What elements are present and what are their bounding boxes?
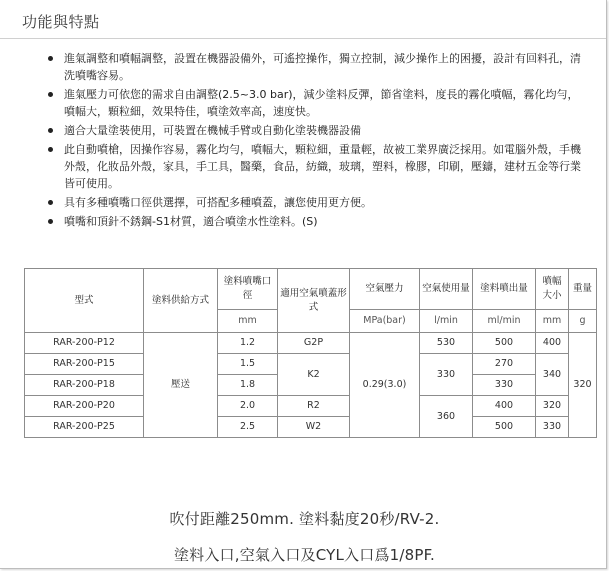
table-header-row	[25, 269, 597, 310]
unit-nozzle: mm	[218, 310, 278, 333]
cell-flow: 270	[473, 354, 536, 375]
unit-pattern: mm	[536, 310, 569, 333]
cell-pattern: 320	[536, 396, 569, 417]
inlet-size-note: 塗料入口,空氣入口及CYL入口爲1/8PF.	[173, 546, 436, 564]
header-pressure: 空氣壓力	[350, 269, 420, 310]
cell-model: RAR-200-P20	[25, 396, 144, 417]
feature-text: 適合大量塗裝使用，可裝置在機械手臂或自動化塗裝機器設備	[64, 124, 361, 137]
bullet-icon	[48, 56, 53, 61]
header-model: 型式	[25, 269, 144, 333]
spray-distance-note: 吹付距離250mm. 塗料黏度20秒/RV-2.	[169, 510, 440, 528]
table-row	[25, 417, 597, 438]
table-row	[25, 354, 597, 375]
cell-pattern: 400	[536, 333, 569, 354]
cell-nozzle: 1.2	[218, 333, 278, 354]
cell-pattern: 340	[536, 354, 569, 396]
unit-flow: ml/min	[473, 310, 536, 333]
header-nozzle: 塗料噴嘴口徑	[218, 269, 278, 310]
bullet-icon	[48, 200, 53, 205]
feature-item	[40, 141, 588, 192]
header-air: 空氣使用量	[420, 269, 473, 310]
cell-cap: R2	[278, 396, 350, 417]
cell-weight: 320	[569, 333, 597, 438]
cell-cap: W2	[278, 417, 350, 438]
cell-air: 360	[420, 396, 473, 438]
unit-air: l/min	[420, 310, 473, 333]
feature-item	[40, 50, 588, 84]
header-weight: 重量	[569, 269, 597, 310]
section-title: 功能與特點	[22, 13, 100, 31]
cell-feed: 壓送	[144, 333, 218, 438]
feature-text: 進氣調整和噴幅調整，設置在機器設備外，可遙控操作，獨立控制，減少操作上的困擾，設計有回料孔，清洗噴嘴容易。	[64, 52, 581, 82]
title-divider	[0, 38, 606, 39]
cell-flow: 330	[473, 375, 536, 396]
feature-item	[40, 86, 588, 120]
cell-model: RAR-200-P15	[25, 354, 144, 375]
feature-item	[40, 213, 588, 230]
bullet-icon	[48, 92, 53, 97]
spec-table	[24, 268, 597, 438]
bullet-icon	[48, 147, 53, 152]
cell-model: RAR-200-P25	[25, 417, 144, 438]
cell-cap: K2	[278, 354, 350, 396]
cell-model: RAR-200-P18	[25, 375, 144, 396]
table-row	[25, 333, 597, 354]
feature-text: 噴嘴和頂針不銹鋼-S1材質，適合噴塗水性塗料。(S)	[64, 215, 318, 228]
cell-flow: 500	[473, 333, 536, 354]
bullet-icon	[48, 219, 53, 224]
header-flow: 塗料噴出量	[473, 269, 536, 310]
cell-nozzle: 1.8	[218, 375, 278, 396]
unit-weight: g	[569, 310, 597, 333]
header-feed: 塗料供給方式	[144, 269, 218, 333]
feature-item	[40, 194, 588, 211]
cell-air: 330	[420, 354, 473, 396]
feature-text: 進氣壓力可依您的需求自由調整(2.5~3.0 bar)，減少塗料反彈，節省塗料，度長的霧化噴幅，霧化均勻，噴幅大，顆粒細，效果特佳，噴塗效率高，速度快。	[64, 88, 579, 118]
feature-text: 此自動噴槍，因操作容易，霧化均勻，噴幅大，顆粒細，重量輕，故被工業界廣泛採用。如電腦外殼，手機外殼，化妝品外殼，家具，手工具，醫藥，食品，紡織，玻璃，塑料，橡膠，印刷，壓鑄，建材五金等行業皆可使用。	[64, 143, 581, 190]
feature-text: 具有多種噴嘴口徑供選擇，可搭配多種噴蓋，讓您使用更方便。	[64, 196, 372, 209]
cell-pattern: 330	[536, 417, 569, 438]
cell-pressure: 0.29(3.0)	[350, 333, 420, 438]
cell-air: 530	[420, 333, 473, 354]
cell-flow: 500	[473, 417, 536, 438]
cell-nozzle: 2.5	[218, 417, 278, 438]
cell-cap: G2P	[278, 333, 350, 354]
feature-list	[40, 50, 588, 232]
header-pattern: 噴幅大小	[536, 269, 569, 310]
cell-nozzle: 2.0	[218, 396, 278, 417]
cell-nozzle: 1.5	[218, 354, 278, 375]
table-row	[25, 396, 597, 417]
feature-item	[40, 122, 588, 139]
bullet-icon	[48, 128, 53, 133]
unit-pressure: MPa(bar)	[350, 310, 420, 333]
cell-flow: 400	[473, 396, 536, 417]
cell-model: RAR-200-P12	[25, 333, 144, 354]
header-cap: 適用空氣噴蓋形式	[278, 269, 350, 333]
